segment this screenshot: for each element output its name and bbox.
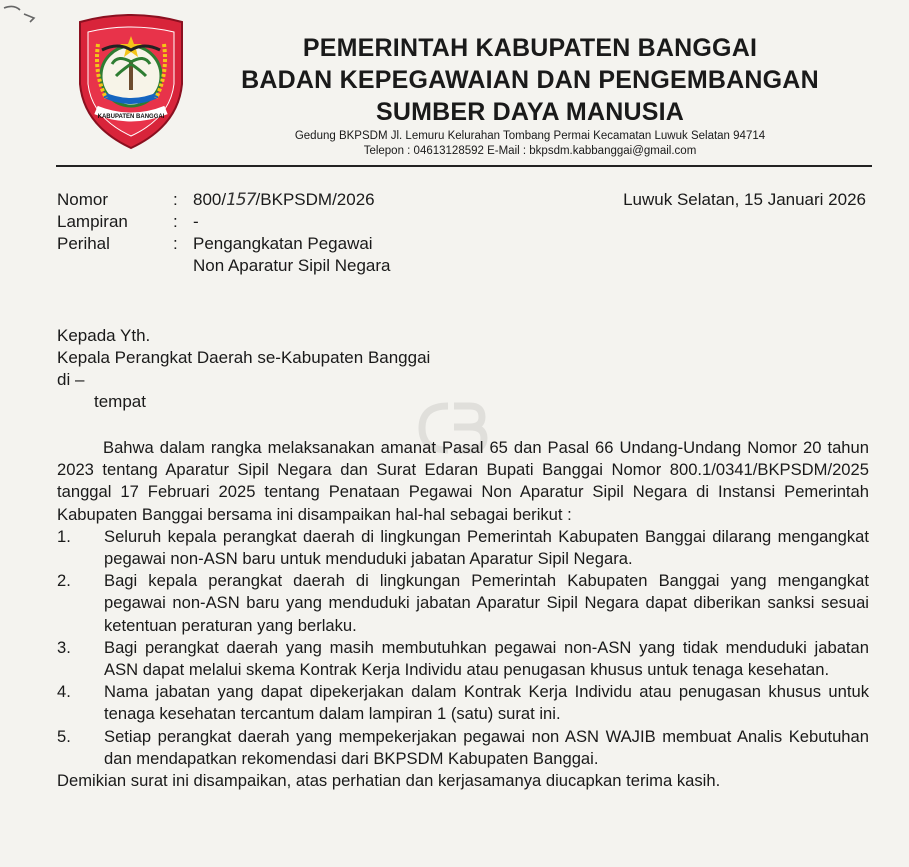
nomor-handwritten: 157 (226, 190, 256, 210)
colon: : (173, 190, 178, 209)
recipient-salutation: Kepada Yth. (57, 326, 151, 345)
banggai-regency-logo (72, 14, 190, 152)
nomor-value (193, 189, 375, 211)
institution-title-line2: BADAN KEPEGAWAIAN DAN PENGEMBANGAN (241, 66, 819, 94)
item-number: 4. (57, 682, 71, 702)
item-number: 3. (57, 637, 71, 657)
address-line: Gedung BKPSDM Jl. Lemuru Kelurahan Tombang Permai Kecamatan Luwuk Selatan 94714 (294, 130, 766, 142)
list-item (57, 570, 869, 637)
list-item (57, 637, 869, 681)
item-text: Bagi kepala perangkat daerah di lingkungan Pemerintah Kabupaten Banggai yang mengangkat pegawai non-ASN baru yang menduduki jabatan Aparatur Sipil Negara dapat diberikan sanksi sesuai ketentuan peraturan yang berlaku. (104, 571, 869, 635)
item-number: 5. (57, 726, 71, 746)
list-item (57, 526, 869, 570)
item-text: Setiap perangkat daerah yang mempekerjakan pegawai non ASN WAJIB membuat Analis Kebutuhan dan mendapatkan rekomendasi dari BKPSDM Kabupaten Banggai. (104, 726, 869, 768)
recipient-location: tempat (94, 392, 146, 411)
item-text: Bagi perangkat daerah yang masih membutuhkan pegawai non-ASN yang tidak menduduki jabatan ASN dapat melalui skema Kontrak Kerja Individu atau penugasan khusus untuk tenaga kesehatan. (104, 637, 869, 680)
list-item (57, 726, 869, 770)
recipient-name: Kepala Perangkat Daerah se-Kabupaten Banggai (57, 348, 431, 367)
perihal-value (193, 233, 391, 277)
points-list (57, 526, 869, 770)
lampiran-row (57, 211, 391, 233)
item-text: Seluruh kepala perangkat daerah di lingkungan Pemerintah Kabupaten Banggai dilarang mengangkat pegawai non-ASN baru untuk menduduki jabatan Aparatur Sipil Negara. (104, 526, 869, 569)
perihal-row (57, 233, 391, 277)
nomor-label: Nomor (57, 190, 109, 209)
letter-meta (57, 189, 391, 277)
letter-date: Luwuk Selatan, 15 Januari 2026 (623, 190, 866, 209)
item-number: 2. (57, 571, 71, 591)
lampiran-value: - (193, 212, 199, 231)
colon: : (173, 234, 178, 253)
letter-body (57, 437, 869, 792)
logo-caption: KABUPATEN BANGGAI (97, 114, 165, 120)
contact-line: Telepon : 04613128592 E-Mail : bkpsdm.kabbanggai@gmail.com (363, 145, 697, 157)
perihal-line2: Non Aparatur Sipil Negara (193, 256, 391, 275)
letterhead (200, 32, 860, 159)
perihal-label: Perihal (57, 234, 110, 253)
institution-title-line1: PEMERINTAH KABUPATEN BANGGAI (302, 34, 758, 62)
intro-paragraph: Bahwa dalam rangka melaksanakan amanat Pasal 65 dan Pasal 66 Undang-Undang Nomor 20 tahun 2023 tentang Aparatur Sipil Negara dan Surat Edaran Bupati Banggai Nomor 800.1/0341/BKPSDM/2025 tanggal 17 Februari 2025 tentang Penataan Pegawai Non Aparatur Sipil Negara di Instansi Pemerintah Kabupaten Banggai bersama ini disampaikan hal-hal sebagai berikut : (57, 438, 869, 524)
perihal-line1: Pengangkatan Pegawai (193, 234, 373, 253)
nomor-row (57, 189, 391, 211)
closing-sentence: Demikian surat ini disampaikan, atas perhatian dan kerjasamanya diucapkan terima kasih. (57, 771, 721, 791)
nomor-suffix: /BKPSDM/2026 (255, 190, 375, 209)
nomor-prefix: 800/ (193, 190, 227, 209)
lampiran-label: Lampiran (57, 212, 128, 231)
item-text: Nama jabatan yang dapat dipekerjakan dalam Kontrak Kerja Individu atau penugasan khusus untuk tenaga kesehatan tercantum dalam lampiran 1 (satu) surat ini. (104, 682, 869, 724)
item-number: 1. (57, 526, 71, 546)
colon: : (173, 212, 178, 231)
institution-title-line3: SUMBER DAYA MANUSIA (375, 98, 684, 126)
recipient-location-prefix: di – (57, 370, 85, 389)
scan-mark-icon (0, 0, 60, 40)
letterhead-divider (56, 165, 872, 167)
list-item (57, 681, 869, 725)
recipient-block (57, 325, 430, 413)
